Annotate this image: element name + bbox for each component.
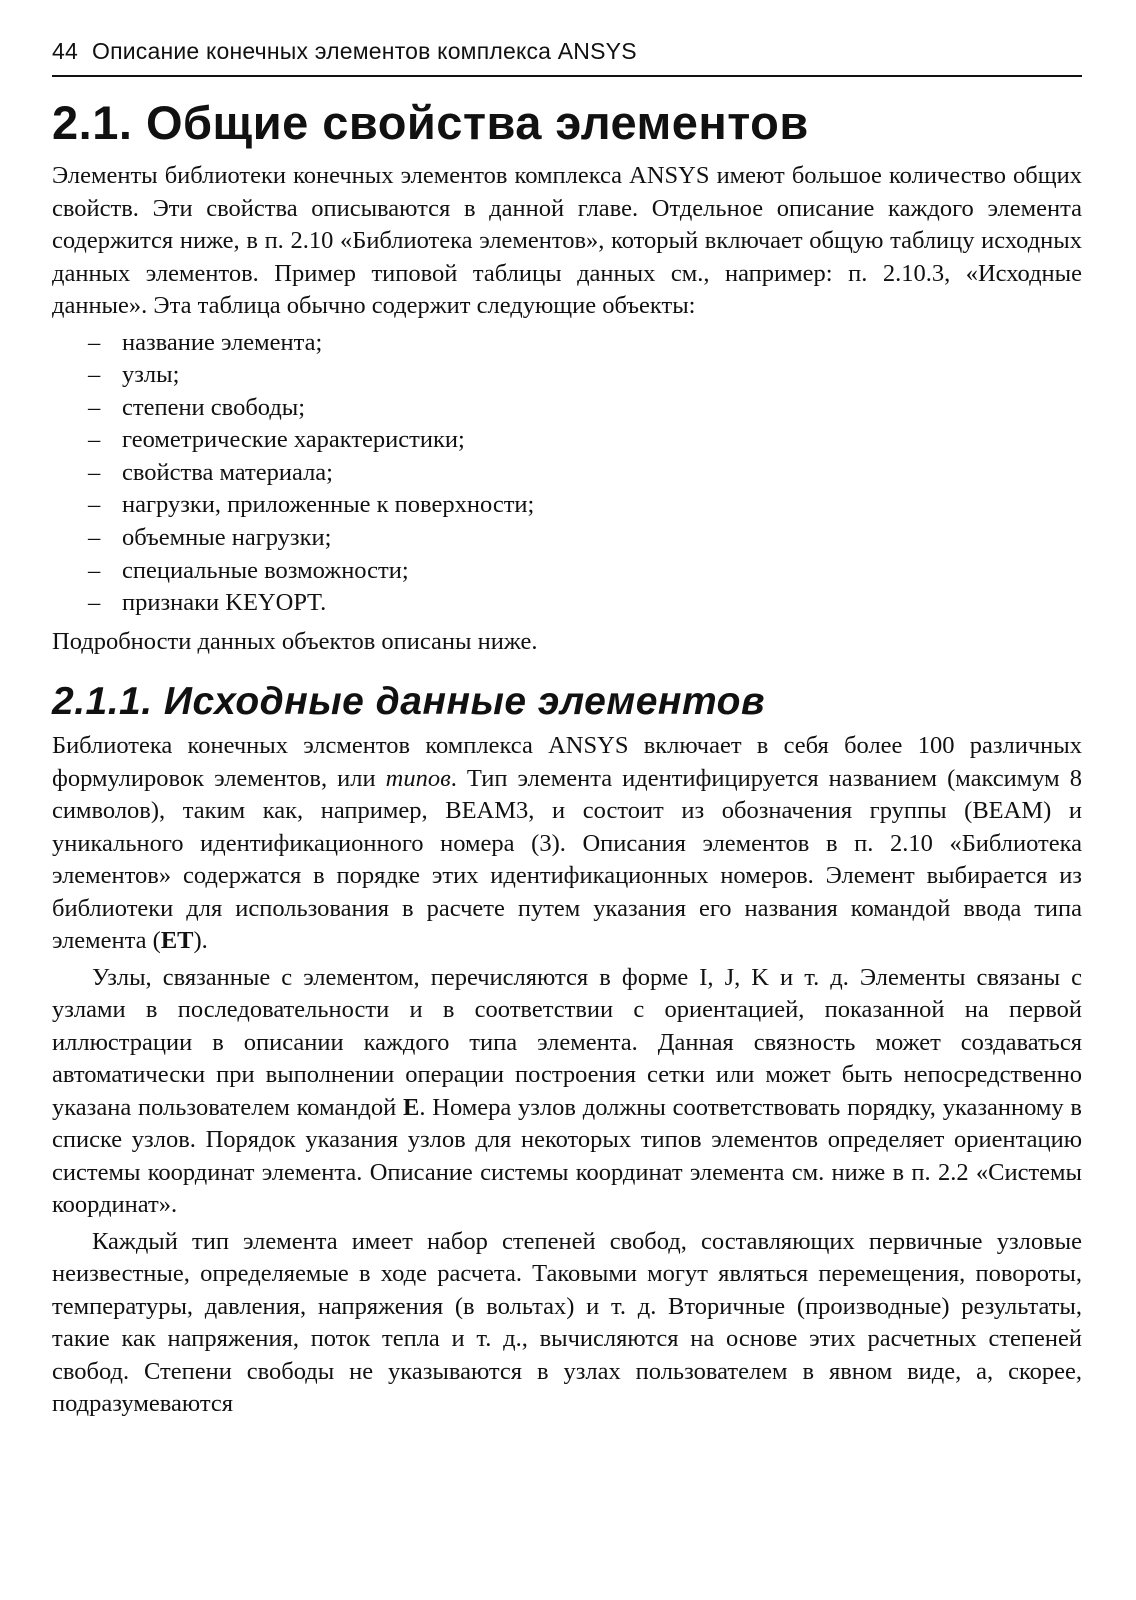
list-item: – специальные возможности; (52, 555, 1082, 588)
paragraph-degrees-of-freedom: Каждый тип элемента имеет набор степеней свобод, составляющих первичные узловые неизвестные, определяемые в ходе расчета. Таковыми могут являться перемещения, повороты, температуры, давления, напряжения (в вольтах) и т. д. Вторичные (производные) результаты, такие как напряжения, поток тепла и т. д., вычисляются на основе этих расчетных степеней свобод. Степени свободы не указываются в узлах пользователем в явном виде, а, скорее, подразумеваются (52, 1227, 1082, 1418)
page-number: 44 (52, 38, 78, 64)
command-name: ET (160, 927, 194, 955)
list-item: – геометрические характеристики; (52, 424, 1082, 457)
element-properties-list (52, 327, 1082, 620)
section-title: 2.1. Общие свойства элементов (52, 96, 809, 149)
list-item: – степени свободы; (52, 392, 1082, 425)
list-item: – объемные нагрузки; (52, 522, 1082, 555)
text-run: . Тип элемента идентифицируется названием (максимум 8 символов), таким как, например, BEAM3, и состоит из обозначения группы (BEAM) и уникального идентификационного номера (3). Описания элементов в п. 2.10 «Библиотека элементов» содержатся в порядке этих идентификационных номеров. Элемент выбирается из библиотеки для использования в расчете путем указания его названия командой ввода типа элемента ( (52, 764, 1082, 955)
list-item: – название элемента; (52, 327, 1082, 360)
text-run: ). (193, 927, 208, 955)
section-outro-paragraph: Подробности данных объектов описаны ниже. (52, 627, 538, 655)
subsection-title: 2.1.1. Исходные данные элементов (52, 680, 766, 724)
command-name: E (403, 1093, 420, 1121)
list-item: – признаки KEYOPT. (52, 587, 1082, 620)
running-header (52, 38, 1082, 77)
list-item: – нагрузки, приложенные к поверхности; (52, 489, 1082, 522)
book-page (52, 38, 1082, 1421)
italic-term: типов (385, 764, 451, 792)
text-run: . Номера узлов должны соответствовать порядку, указанному в списке узлов. Порядок указания узлов для некоторых типов элементов определяет ориентацию системы координат элемента. Описание системы координат элемента см. ниже в п. 2.2 «Системы координат». (52, 1093, 1082, 1219)
running-title: Описание конечных элементов комплекса ANSYS (91, 38, 637, 64)
list-item: – узлы; (52, 359, 1082, 392)
paragraph-element-types (52, 730, 1082, 958)
section-intro-paragraph: Элементы библиотеки конечных элементов комплекса ANSYS имеют большое количество общих свойств. Эти свойства описываются в данной главе. Отдельное описание каждого элемента содержится ниже, в п. 2.10 «Библиотека элементов», который включает общую таблицу исходных данных элементов. Пример типовой таблицы данных см., например: п. 2.10.3, «Исходные данные». Эта таблица обычно содержит следующие объекты: (52, 162, 1082, 319)
list-item: – свойства материала; (52, 457, 1082, 490)
paragraph-nodes (52, 962, 1082, 1222)
text-run: Библиотека конечных элсментов комплекса ANSYS включает в себя более 100 различных формулировок элементов, или (52, 732, 1082, 792)
text-run: Узлы, связанные с элементом, перечисляются в форме I, J, K и т. д. Элементы связаны с узлами в последовательности и в соответствии с ориентацией, показанной на первой иллюстрации в описании каждого типа элемента. Данная связность может создаваться автоматически при выполнении операции построения сетки или может быть непосредственно указана пользователем командой (52, 963, 1082, 1121)
